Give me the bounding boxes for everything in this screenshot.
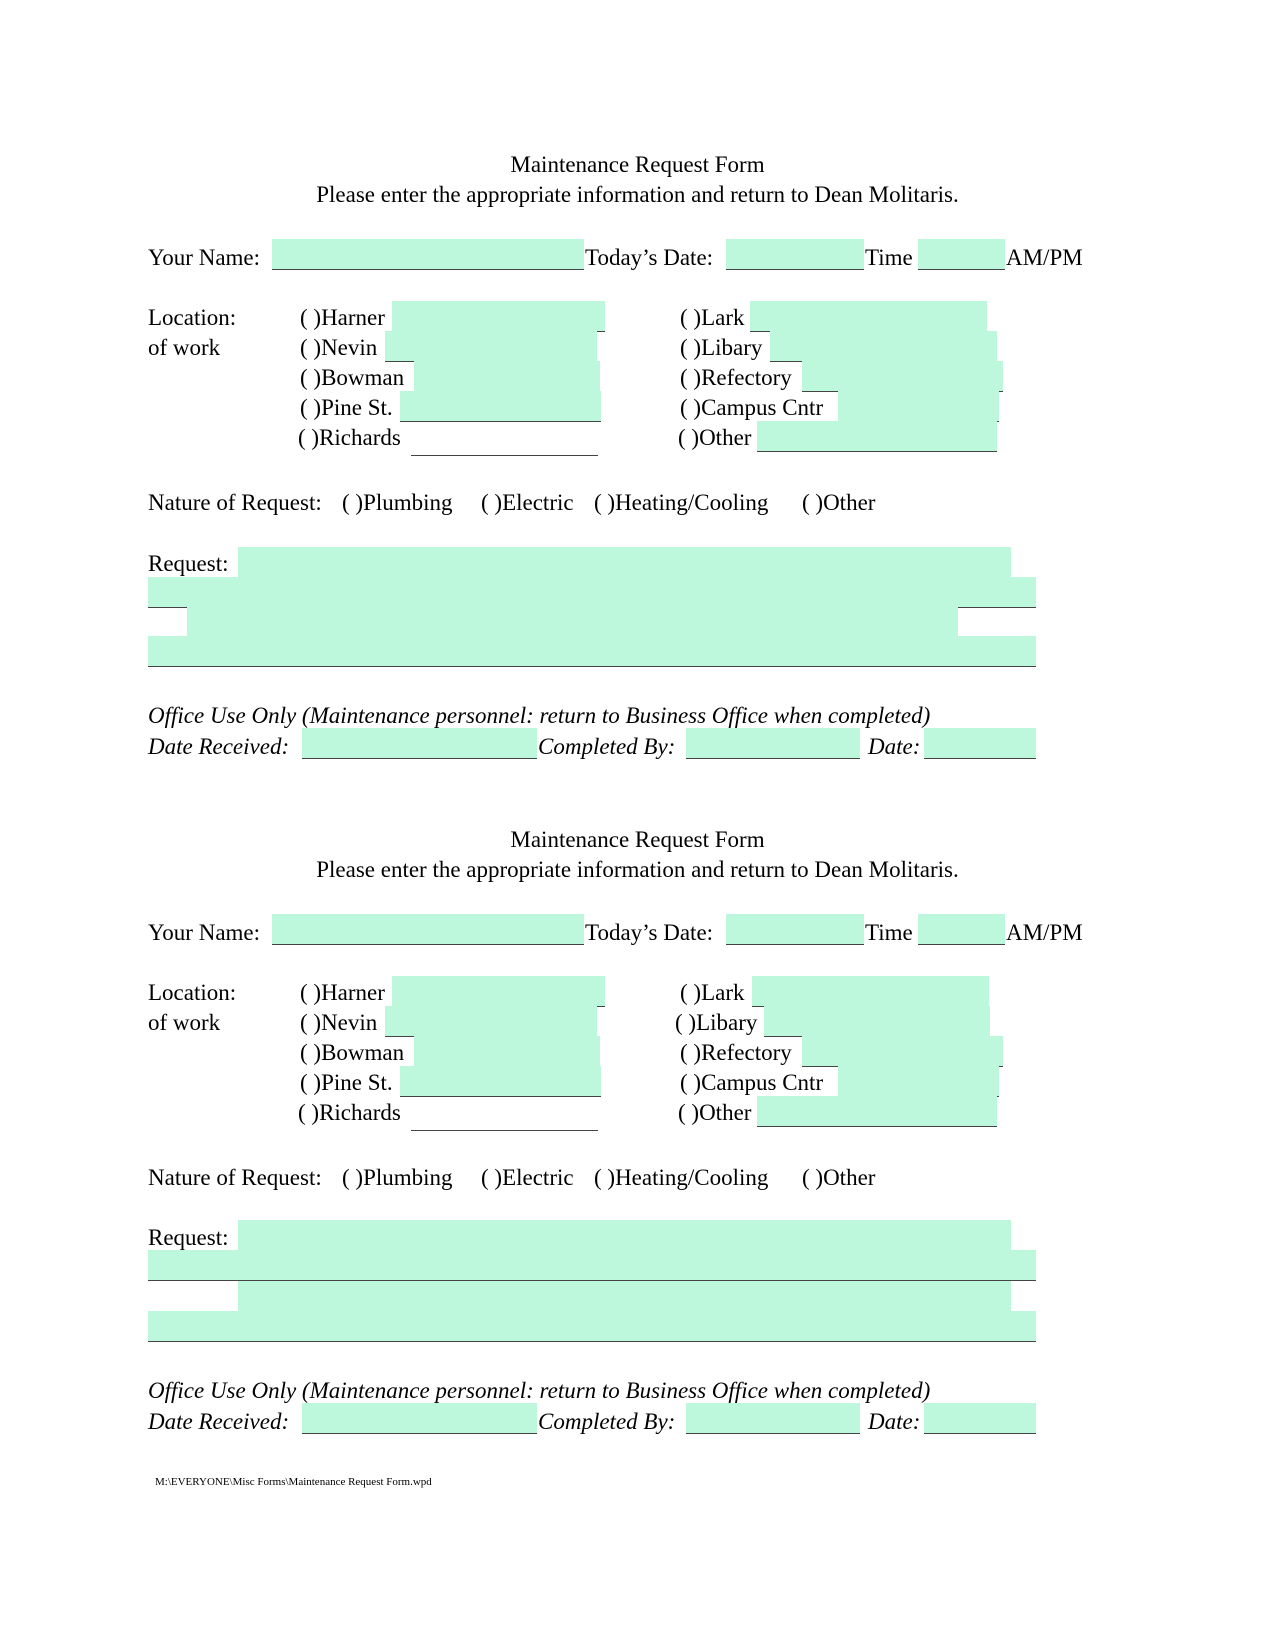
location-option-other[interactable]: ( )Other	[678, 1100, 752, 1125]
form-subtitle: Please enter the appropriate information and return to Dean Molitaris.	[316, 182, 959, 207]
office-note: Office Use Only (Maintenance personnel: return to Business Office when completed)	[148, 1378, 931, 1403]
request-line-4[interactable]	[148, 636, 1036, 667]
date-label: Today’s Date:	[585, 245, 714, 270]
completed-by-label: Completed By:	[538, 734, 676, 759]
request-line-3[interactable]	[187, 606, 958, 637]
date-field[interactable]	[726, 239, 864, 270]
location-option-bowman[interactable]: ( )Bowman	[300, 1040, 405, 1065]
request-line-1[interactable]	[238, 547, 1011, 578]
office-date-label: Date:	[868, 734, 921, 759]
name-label: Your Name:	[148, 245, 261, 270]
nature-option-plumbing[interactable]: ( )Plumbing	[342, 490, 453, 515]
nature-option-electric[interactable]: ( )Electric	[481, 1165, 574, 1190]
request-line-4[interactable]	[148, 1311, 1036, 1342]
completed-by-label: Completed By:	[538, 1409, 676, 1434]
pine-st-field[interactable]	[400, 1066, 601, 1097]
location-option-lark[interactable]: ( )Lark	[680, 305, 745, 330]
harner-field[interactable]	[392, 976, 605, 1007]
ampm-label: AM/PM	[1006, 245, 1083, 270]
name-field[interactable]	[272, 239, 584, 270]
nature-option-other[interactable]: ( )Other	[802, 490, 876, 515]
form-title: Maintenance Request Form	[510, 152, 765, 177]
form-title: Maintenance Request Form	[510, 827, 765, 852]
refectory-field[interactable]	[802, 1036, 1003, 1067]
campus-cntr-field[interactable]	[838, 391, 999, 422]
nature-option-electric[interactable]: ( )Electric	[481, 490, 574, 515]
location-label: Location:	[148, 305, 237, 330]
location-option-libary[interactable]: ( )Libary	[675, 1010, 758, 1035]
time-field[interactable]	[918, 239, 1005, 270]
other-location-field[interactable]	[757, 421, 997, 452]
lark-field[interactable]	[752, 976, 989, 1007]
request-line-2[interactable]	[148, 1250, 1036, 1281]
ampm-label: AM/PM	[1006, 920, 1083, 945]
date-received-field[interactable]	[302, 728, 537, 759]
location-label-2: of work	[148, 335, 221, 360]
richards-line[interactable]	[411, 454, 598, 456]
other-location-field[interactable]	[757, 1096, 997, 1127]
file-path-footer: M:\EVERYONE\Misc Forms\Maintenance Request Form.wpd	[155, 1476, 432, 1488]
date-received-label: Date Received:	[148, 734, 290, 759]
name-field[interactable]	[272, 914, 584, 945]
location-option-libary[interactable]: ( )Libary	[680, 335, 763, 360]
completed-by-field[interactable]	[686, 728, 860, 759]
location-option-harner[interactable]: ( )Harner	[300, 980, 385, 1005]
location-option-nevin[interactable]: ( )Nevin	[300, 335, 378, 360]
request-label: Request:	[148, 1225, 229, 1250]
location-option-nevin[interactable]: ( )Nevin	[300, 1010, 378, 1035]
libary-field[interactable]	[764, 1006, 990, 1037]
date-field[interactable]	[726, 914, 864, 945]
office-date-field[interactable]	[924, 1403, 1036, 1434]
refectory-field[interactable]	[802, 361, 1003, 392]
time-label: Time	[865, 920, 913, 945]
office-date-label: Date:	[868, 1409, 921, 1434]
location-label-2: of work	[148, 1010, 221, 1035]
location-option-pine-st[interactable]: ( )Pine St.	[300, 1070, 393, 1095]
harner-field[interactable]	[392, 301, 605, 332]
location-option-campus-cntr[interactable]: ( )Campus Cntr	[680, 395, 824, 420]
request-line-2[interactable]	[148, 577, 1036, 608]
nevin-field[interactable]	[385, 1006, 597, 1037]
richards-line[interactable]	[411, 1129, 598, 1131]
location-option-other[interactable]: ( )Other	[678, 425, 752, 450]
office-date-field[interactable]	[924, 728, 1036, 759]
location-label: Location:	[148, 980, 237, 1005]
name-label: Your Name:	[148, 920, 261, 945]
lark-field[interactable]	[750, 301, 987, 332]
location-option-campus-cntr[interactable]: ( )Campus Cntr	[680, 1070, 824, 1095]
location-option-richards[interactable]: ( )Richards	[298, 425, 401, 450]
date-label: Today’s Date:	[585, 920, 714, 945]
nature-option-plumbing[interactable]: ( )Plumbing	[342, 1165, 453, 1190]
request-line-3[interactable]	[238, 1281, 1011, 1311]
location-option-lark[interactable]: ( )Lark	[680, 980, 745, 1005]
office-note: Office Use Only (Maintenance personnel: return to Business Office when completed)	[148, 703, 931, 728]
completed-by-field[interactable]	[686, 1403, 860, 1434]
form-subtitle: Please enter the appropriate information and return to Dean Molitaris.	[316, 857, 959, 882]
date-received-label: Date Received:	[148, 1409, 290, 1434]
campus-cntr-field[interactable]	[838, 1066, 999, 1097]
pine-st-field[interactable]	[400, 391, 601, 422]
request-line-1[interactable]	[238, 1220, 1011, 1250]
libary-field[interactable]	[770, 331, 997, 362]
nature-option-heating-cooling[interactable]: ( )Heating/Cooling	[594, 1165, 769, 1190]
date-received-field[interactable]	[302, 1403, 537, 1434]
bowman-field[interactable]	[414, 1036, 600, 1067]
location-option-refectory[interactable]: ( )Refectory	[680, 1040, 792, 1065]
time-label: Time	[865, 245, 913, 270]
nature-label: Nature of Request:	[148, 490, 322, 515]
location-option-harner[interactable]: ( )Harner	[300, 305, 385, 330]
location-option-pine-st[interactable]: ( )Pine St.	[300, 395, 393, 420]
nature-label: Nature of Request:	[148, 1165, 322, 1190]
location-option-richards[interactable]: ( )Richards	[298, 1100, 401, 1125]
location-option-bowman[interactable]: ( )Bowman	[300, 365, 405, 390]
time-field[interactable]	[918, 914, 1005, 945]
nature-option-heating-cooling[interactable]: ( )Heating/Cooling	[594, 490, 769, 515]
nature-option-other[interactable]: ( )Other	[802, 1165, 876, 1190]
request-label: Request:	[148, 551, 229, 576]
location-option-refectory[interactable]: ( )Refectory	[680, 365, 792, 390]
bowman-field[interactable]	[414, 361, 600, 392]
nevin-field[interactable]	[385, 331, 597, 362]
